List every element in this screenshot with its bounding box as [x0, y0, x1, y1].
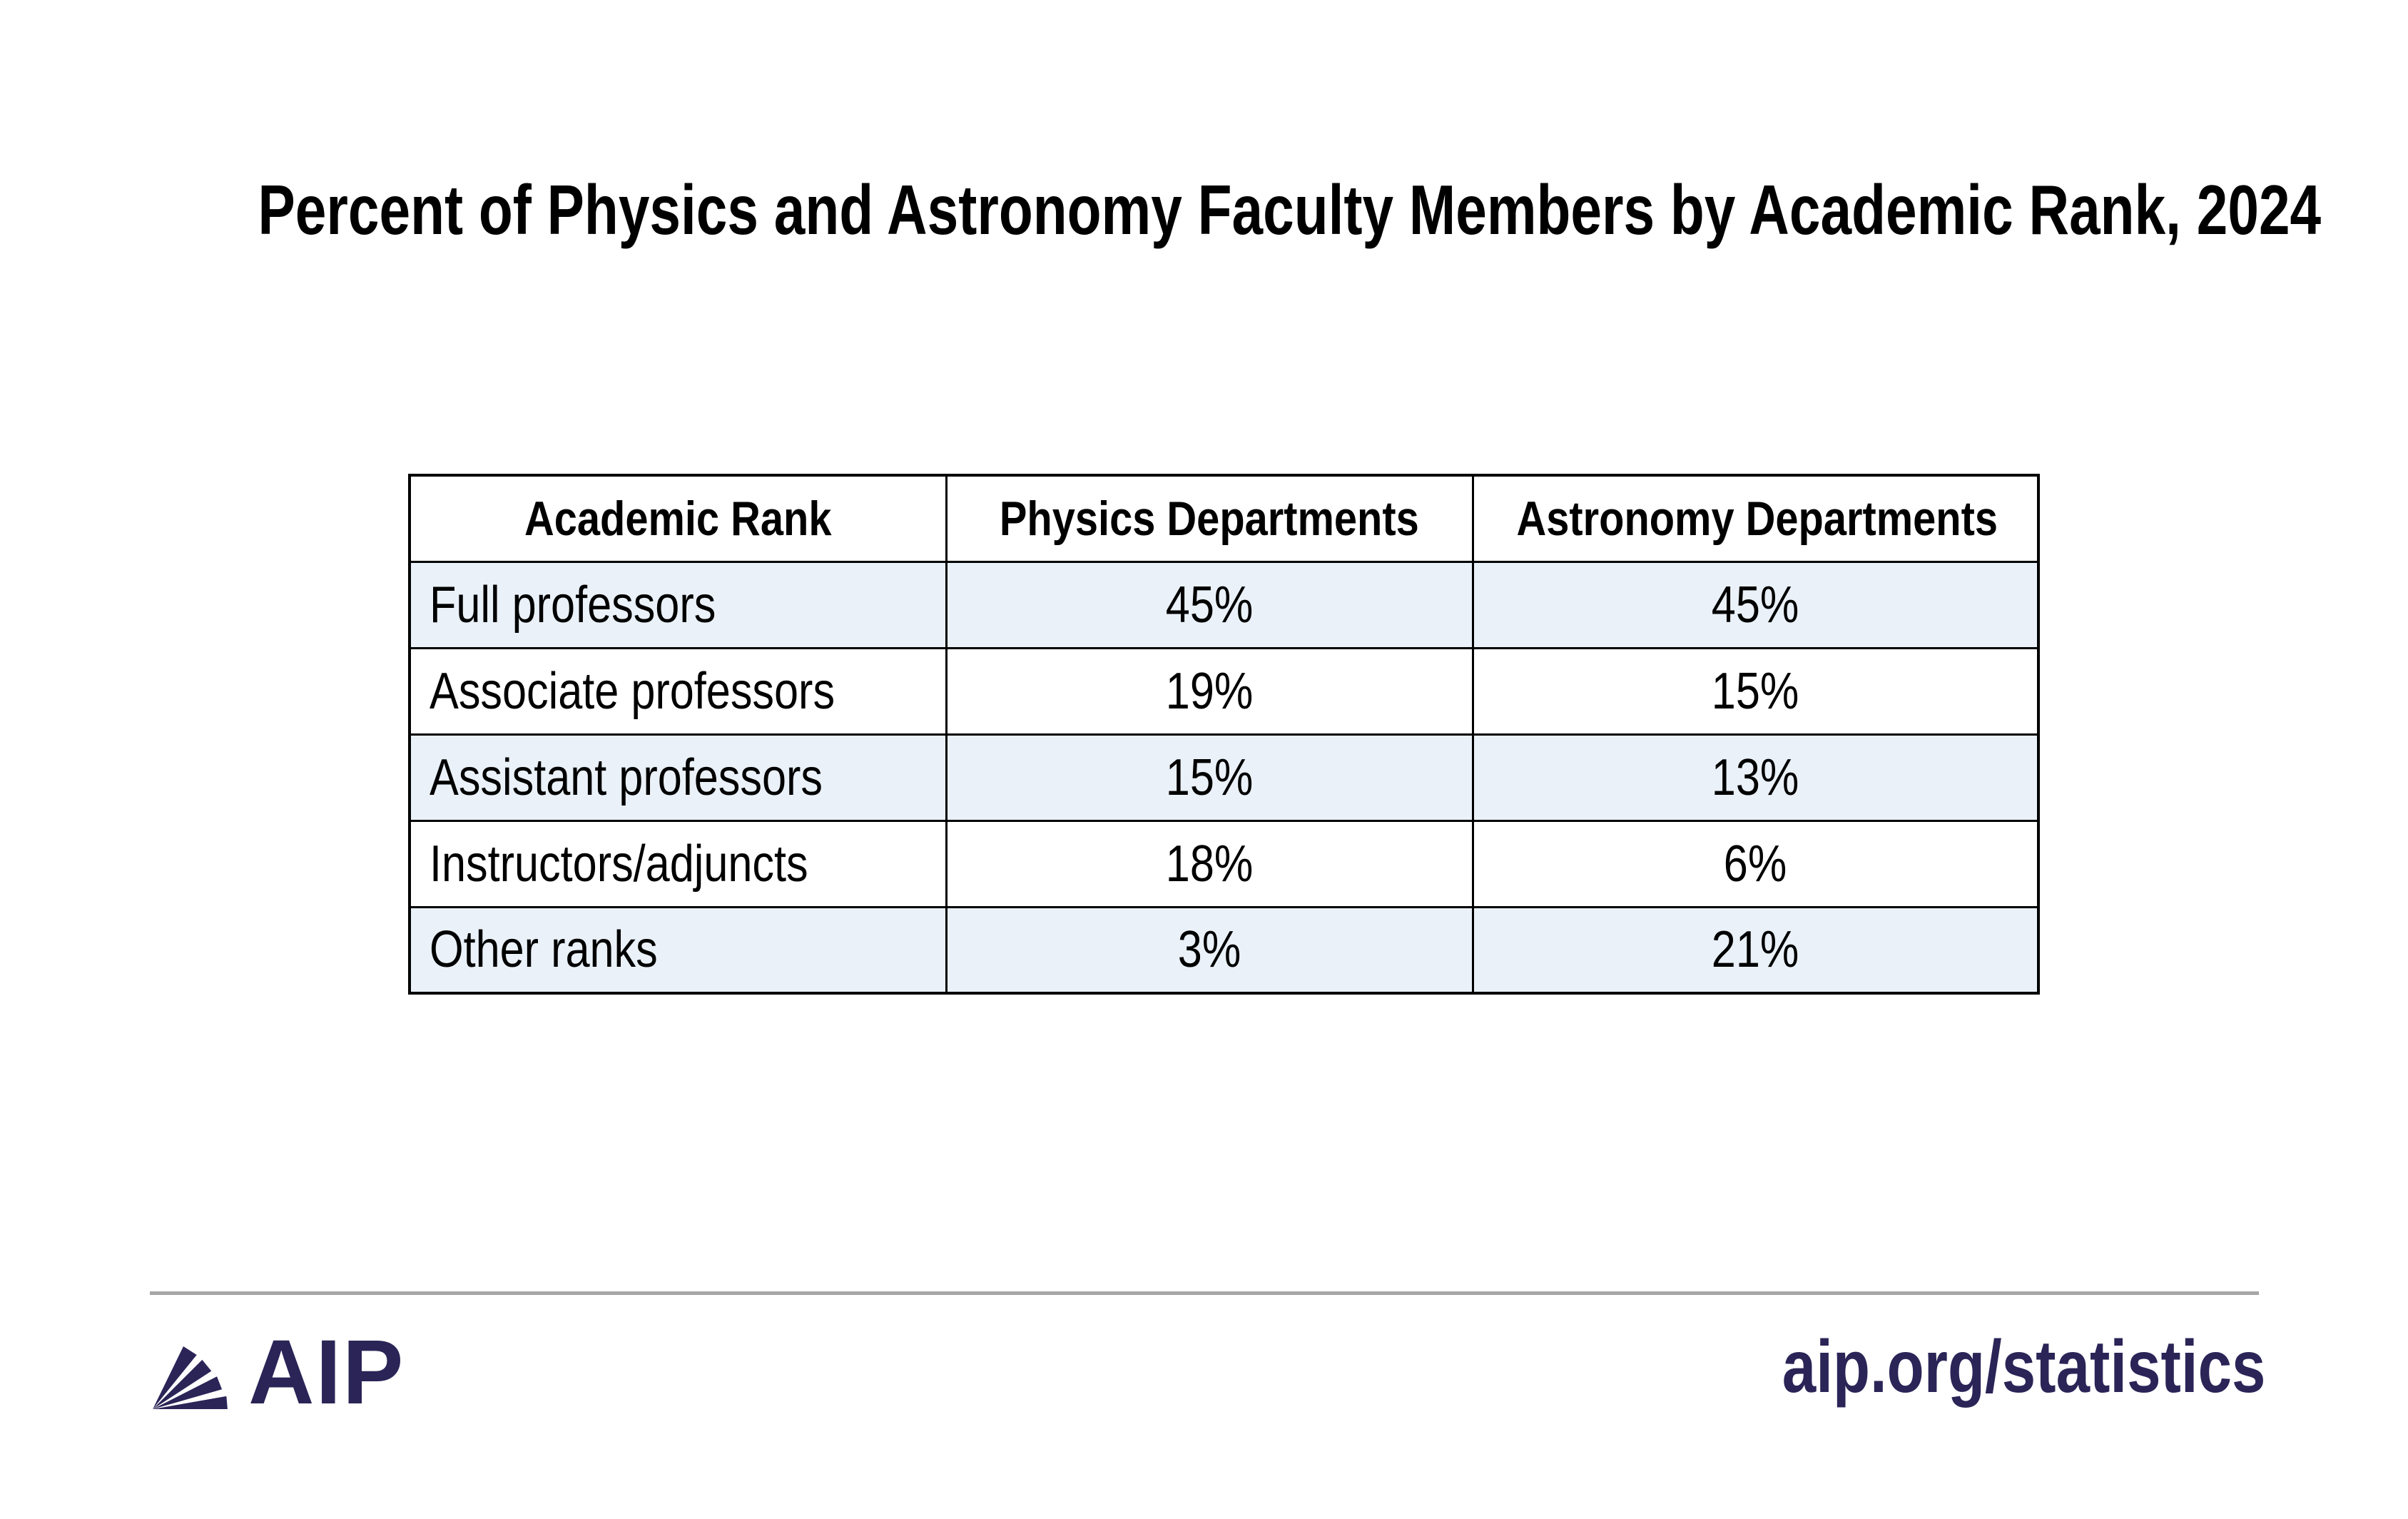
astronomy-value-cell: 45% — [1473, 562, 2038, 648]
aip-logo-text: AIP — [248, 1321, 405, 1423]
statistics-url-text: aip.org/statistics — [1782, 1326, 2265, 1408]
rank-cell: Other ranks — [410, 907, 946, 993]
physics-value-cell: 3% — [946, 907, 1473, 993]
astronomy-value-cell: 6% — [1473, 821, 2038, 907]
rank-cell: Assistant professors — [410, 734, 946, 821]
footer-divider-line — [150, 1291, 2259, 1295]
table-row — [410, 907, 2038, 993]
physics-value-cell: 18% — [946, 821, 1473, 907]
table-row — [410, 562, 2038, 648]
table-row — [410, 648, 2038, 734]
table-row — [410, 821, 2038, 907]
physics-value-cell: 45% — [946, 562, 1473, 648]
statistics-url — [1676, 1326, 2265, 1408]
aip-fan-icon — [151, 1343, 230, 1411]
astronomy-value-cell: 15% — [1473, 648, 2038, 734]
page-title — [0, 170, 2408, 250]
header-row — [410, 475, 2038, 562]
rank-cell: Full professors — [410, 562, 946, 648]
table-row — [410, 734, 2038, 821]
column-header-academic-rank: Academic Rank — [410, 475, 946, 562]
page-title-text: Percent of Physics and Astronomy Faculty Members by Academic Rank, 2024 — [258, 171, 2322, 249]
rank-cell: Associate professors — [410, 648, 946, 734]
astronomy-value-cell: 13% — [1473, 734, 2038, 821]
rank-cell: Instructors/adjuncts — [410, 821, 946, 907]
faculty-rank-table — [408, 474, 2040, 995]
astronomy-value-cell: 21% — [1473, 907, 2038, 993]
column-header-physics-departments: Physics Departments — [946, 475, 1473, 562]
physics-value-cell: 15% — [946, 734, 1473, 821]
column-header-astronomy-departments: Astronomy Departments — [1473, 475, 2038, 562]
physics-value-cell: 19% — [946, 648, 1473, 734]
